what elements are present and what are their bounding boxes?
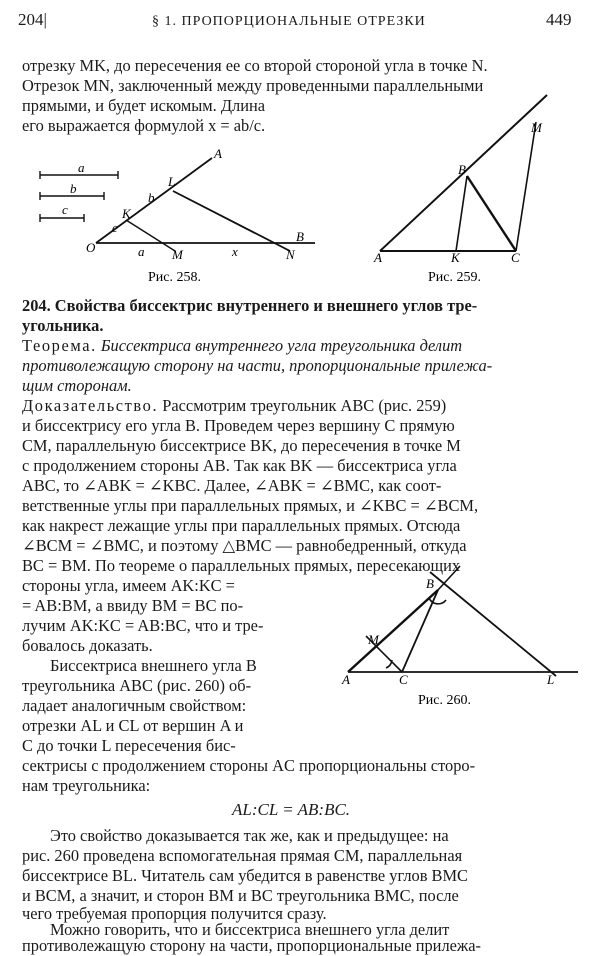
running-title: § 1. ПРОПОРЦИОНАЛЬНЫЕ ОТРЕЗКИ xyxy=(152,14,426,29)
proof-line-2: и биссектрису его угла B. Проведем через вершину C прямую xyxy=(22,416,455,435)
intro-line-3: прямыми, и будет искомым. Длина xyxy=(22,96,266,115)
theorem-text: Биссектриса внутреннего угла треугольника делит xyxy=(100,336,463,355)
external-line-4: отрезки AL и CL от вершин A и xyxy=(22,716,244,735)
label-M-259: M xyxy=(531,120,542,135)
proof-line-11: = AB:BM, а ввиду BM = BC по- xyxy=(22,596,244,615)
label-L-260: L xyxy=(547,672,555,687)
caption-258: Рис. 258. xyxy=(148,270,201,285)
external-line-2: треугольника ABC (рис. 260) об- xyxy=(22,676,252,695)
theorem-line-3: щим сторонам. xyxy=(22,376,132,395)
proof-line-13: бовалось доказать. xyxy=(22,636,153,655)
external-line-3: ладает аналогичным свойством: xyxy=(22,696,247,715)
external-line-6: сектрисы с продолжением стороны AC пропорциональны сторо- xyxy=(22,756,476,775)
theorem-line-2: противолежащую сторону на части, пропорциональные прилежа- xyxy=(22,356,493,375)
label-M: M xyxy=(172,247,183,262)
external-line-5: C до точки L пересечения бис- xyxy=(22,736,236,755)
closing-line-2: рис. 260 проведена вспомогательная прямая CM, параллельная xyxy=(22,846,463,865)
proof-line-3: CM, параллельную биссектрисе BK, до пересечения в точке M xyxy=(22,436,461,455)
label-b-seg: b xyxy=(148,190,155,205)
label-L: L xyxy=(168,174,176,189)
proof-line-5: ABC, то ∠ABK = ∠KBC. Далее, ∠ABK = ∠BMC, как соот- xyxy=(22,476,442,495)
label-K: K xyxy=(122,206,131,221)
intro-line-2: Отрезок MN, заключенный между проведенными параллельными xyxy=(22,76,484,95)
label-K-259: K xyxy=(451,250,460,265)
closing-line-4: и BCM, а значит, и сторон BM и BC треугольника BMC, после xyxy=(22,886,459,905)
label-M-260: M xyxy=(368,632,379,647)
theorem-label: Теорема. xyxy=(22,336,97,355)
caption-260: Рис. 260. xyxy=(418,693,471,708)
closing-line-3: биссектрисе BL. Читатель сам убедится в равенстве углов BMC xyxy=(22,866,468,885)
label-b: b xyxy=(70,181,77,196)
label-B: B xyxy=(296,229,304,244)
page-header-section: 204| xyxy=(18,10,47,29)
section-title-1: 204. Свойства биссектрис внутреннего и внешнего углов тре- xyxy=(22,296,478,315)
closing-line-1: Это свойство доказывается так же, как и предыдущее: на xyxy=(50,826,449,845)
label-x: x xyxy=(232,244,238,259)
proof-text: Рассмотрим треугольник ABC (рис. 259) xyxy=(162,396,447,415)
label-c: c xyxy=(62,202,68,217)
label-C-260: C xyxy=(399,672,408,687)
label-a-seg: a xyxy=(138,244,145,259)
label-A-259: A xyxy=(374,250,382,265)
page-number: 449 xyxy=(546,10,572,29)
proof-line-9: BC = BM. По теореме о параллельных прямых, пересекающих xyxy=(22,556,461,575)
external-line-1: Биссектриса внешнего угла B xyxy=(50,656,257,675)
proof-line-4: с продолжением стороны AB. Так как BK — биссектриса угла xyxy=(22,456,457,475)
label-B-259: B xyxy=(458,162,466,177)
intro-line-1: отрезку MK, до пересечения ее со второй стороной угла в точке N. xyxy=(22,56,488,75)
label-C-259: C xyxy=(511,250,520,265)
label-N: N xyxy=(286,247,295,262)
closing-line-6: Можно говорить, что и биссектриса внешнего угла делит xyxy=(50,920,450,939)
label-A: A xyxy=(214,146,222,161)
intro-line-4: его выражается формулой x = ab/c. xyxy=(22,116,266,135)
closing-line-7: противолежащую сторону на части, пропорциональные прилежа- xyxy=(22,936,481,955)
proof-line-12: лучим AK:KC = AB:BC, что и тре- xyxy=(22,616,264,635)
proof-line-6: ветственные углы при параллельных прямых, и ∠KBC = ∠BCM, xyxy=(22,496,479,515)
label-a: a xyxy=(78,160,85,175)
label-c-seg: c xyxy=(112,220,118,235)
label-A-260: A xyxy=(342,672,350,687)
formula: AL:CL = AB:BC. xyxy=(232,800,351,819)
closing-line-5: чего требуемая пропорция получится сразу. xyxy=(22,904,327,923)
proof-line-8: ∠BCM = ∠BMC, и поэтому △BMC — равнобедренный, откуда xyxy=(22,536,467,555)
proof-line-7: как накрест лежащие углы при параллельных прямых. Отсюда xyxy=(22,516,461,535)
proof-label: Доказательство. xyxy=(22,396,159,415)
caption-259: Рис. 259. xyxy=(428,270,481,285)
label-O: O xyxy=(86,240,96,255)
label-B-260: B xyxy=(426,576,434,591)
external-line-7: нам треугольника: xyxy=(22,776,151,795)
section-title-2: угольника. xyxy=(22,316,104,335)
proof-line-10: стороны угла, имеем AK:KC = xyxy=(22,576,235,595)
